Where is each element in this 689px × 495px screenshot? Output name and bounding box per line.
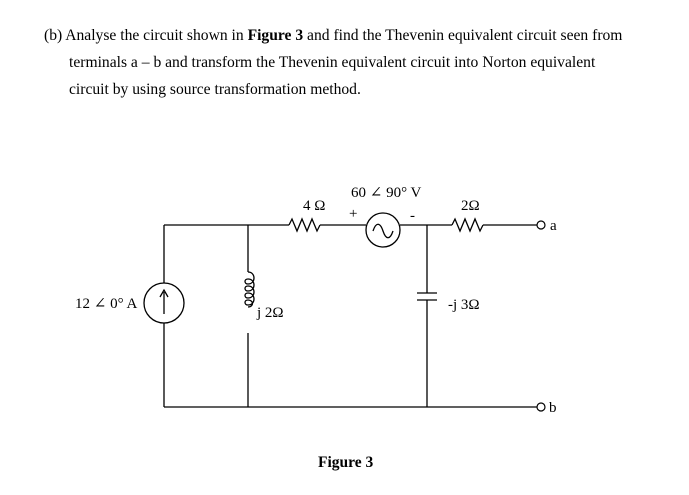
capacitor-plates: [417, 293, 437, 300]
terminal-b-icon: [537, 403, 545, 411]
figure-caption: Figure 3: [318, 454, 374, 471]
voltage-source-label: 60 ∠ 90° V: [351, 185, 422, 201]
question-line-1-start: Analyse the circuit shown in: [65, 27, 248, 44]
resistor-2ohm-label: 2Ω: [461, 198, 480, 214]
question-line-3: circuit by using source transformation method.: [69, 81, 361, 98]
resistor-4ohm: [289, 219, 320, 231]
terminal-a-icon: [537, 221, 545, 229]
voltage-plus-label: +: [349, 206, 358, 222]
voltage-source-icon: [366, 213, 400, 247]
capacitor-label: -j 3Ω: [448, 297, 480, 313]
inductor-label: j 2Ω: [257, 305, 284, 321]
question-line-1-end: and find the Thevenin equivalent circuit seen from: [303, 27, 623, 44]
figure-reference: Figure 3: [247, 27, 304, 44]
question-label: (b): [44, 27, 63, 44]
terminal-b-label: b: [549, 400, 557, 416]
terminal-a-label: a: [550, 218, 557, 234]
resistor-2ohm: [452, 219, 483, 231]
current-source-icon: [144, 283, 184, 323]
inductor-coil: [245, 272, 254, 307]
question-line-2: terminals a – b and transform the Thevenin equivalent circuit into Norton equivalent: [69, 54, 596, 71]
resistor-4ohm-label: 4 Ω: [303, 198, 326, 214]
current-source-label: 12 ∠ 0° A: [75, 296, 138, 312]
voltage-minus-label: -: [410, 208, 415, 224]
